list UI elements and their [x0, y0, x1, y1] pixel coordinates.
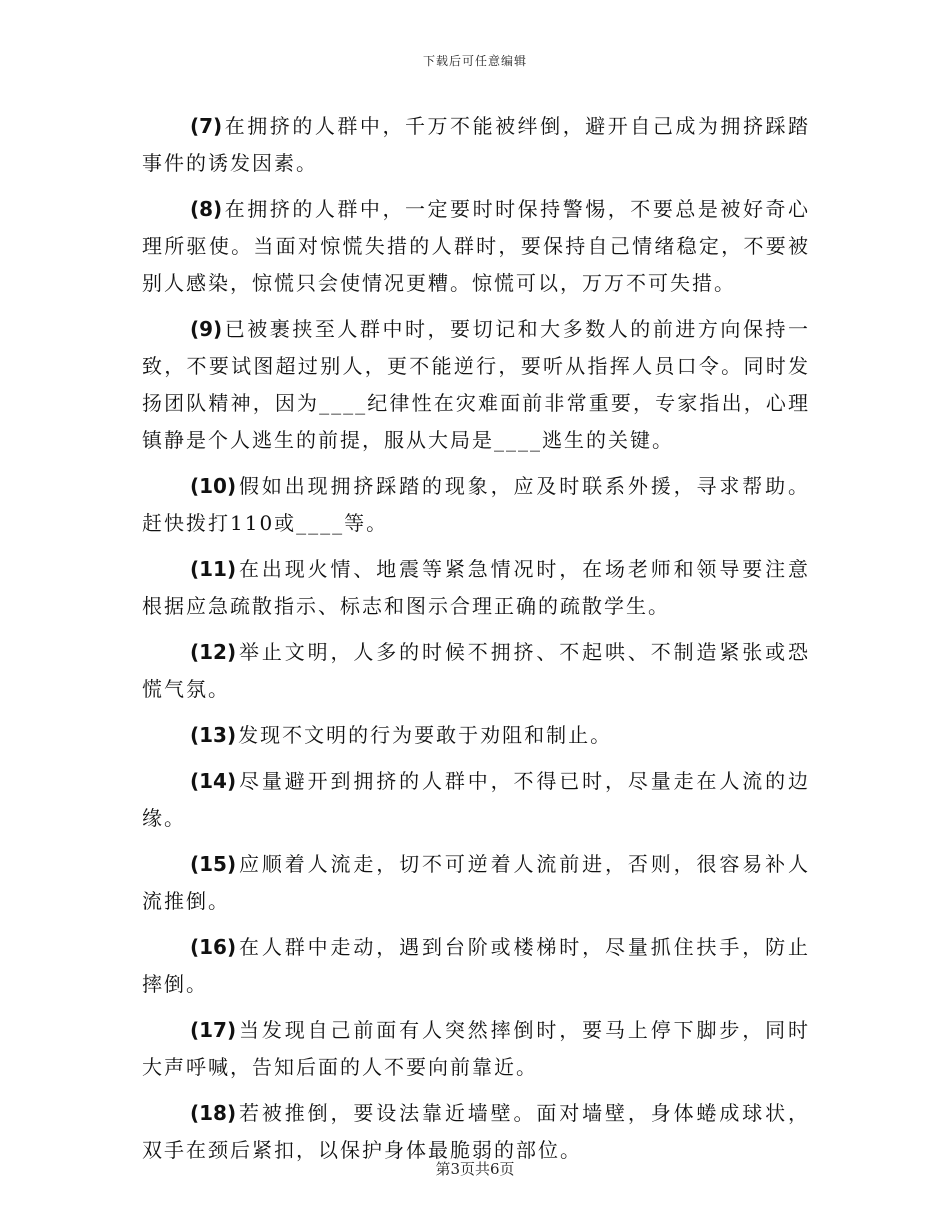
- paragraph-number: (17): [190, 1018, 237, 1042]
- paragraph-17: [142, 1012, 810, 1086]
- paragraph-text: 当发现自己前面有人突然摔倒时，要马上停下脚步，同时大声呼喊，告知后面的人不要向前靠近。: [142, 1018, 810, 1079]
- paragraph-text: 发现不文明的行为要敢于劝阻和制止。: [238, 723, 613, 747]
- paragraph-number: (9): [190, 317, 223, 341]
- paragraph-7: [142, 108, 810, 182]
- paragraph-11: [142, 551, 810, 625]
- paragraph-number: (14): [190, 769, 237, 793]
- paragraph-text: 应顺着人流走，切不可逆着人流前进，否则，很容易补人流推倒。: [142, 852, 810, 913]
- paragraph-text: 假如出现拥挤踩踏的现象，应及时联系外援，寻求帮助。赶快拨打110或____等。: [142, 474, 810, 535]
- paragraph-text: 若被推倒，要设法靠近墙壁。面对墙壁，身体蜷成球状，双手在颈后紧扣，以保护身体最脆弱的部位。: [142, 1101, 810, 1162]
- paragraph-16: [142, 929, 810, 1003]
- paragraph-number: (8): [190, 197, 223, 221]
- paragraph-number: (13): [190, 723, 237, 747]
- paragraph-10: [142, 468, 810, 542]
- paragraph-number: (16): [190, 935, 237, 959]
- paragraph-text: 在出现火情、地震等紧急情况时，在场老师和领导要注意根据应急疏散指示、标志和图示合理正确的疏散学生。: [142, 557, 810, 618]
- paragraph-number: (15): [190, 852, 237, 876]
- paragraph-8: [142, 191, 810, 302]
- paragraph-15: [142, 846, 810, 920]
- paragraph-14: [142, 763, 810, 837]
- paragraph-number: (12): [190, 640, 237, 664]
- page-header: 下载后可任意编辑: [422, 54, 527, 68]
- paragraph-9: [142, 311, 810, 459]
- paragraph-12: [142, 634, 810, 708]
- paragraph-text: 已被裹挟至人群中时，要切记和大多数人的前进方向保持一致，不要试图超过别人，更不能逆行，要听从指挥人员口令。同时发扬团队精神，因为____纪律性在灾难面前非常重要，专家指出，心理镇静是个人逃生的前提，服从大局是____逃生的关键。: [142, 317, 810, 452]
- paragraph-number: (18): [190, 1101, 237, 1125]
- paragraph-13: [142, 717, 810, 754]
- paragraph-text: 尽量避开到拥挤的人群中，不得已时，尽量走在人流的边缘。: [142, 769, 810, 830]
- paragraph-text: 在人群中走动，遇到台阶或楼梯时，尽量抓住扶手，防止摔倒。: [142, 935, 810, 996]
- paragraph-number: (11): [190, 557, 237, 581]
- paragraph-number: (10): [190, 474, 237, 498]
- paragraph-text: 在拥挤的人群中，一定要时时保持警惕，不要总是被好奇心理所驱使。当面对惊慌失措的人群时，要保持自己情绪稳定，不要被别人感染，惊慌只会使情况更糟。惊慌可以，万万不可失措。: [142, 197, 810, 295]
- paragraph-text: 举止文明，人多的时候不拥挤、不起哄、不制造紧张或恐慌气氛。: [142, 640, 810, 701]
- paragraph-number: (7): [190, 114, 223, 138]
- page-number: 第3页共6页: [435, 1160, 515, 1178]
- document-body: [142, 108, 810, 1178]
- paragraph-text: 在拥挤的人群中，千万不能被绊倒，避开自己成为拥挤踩踏事件的诱发因素。: [142, 114, 810, 175]
